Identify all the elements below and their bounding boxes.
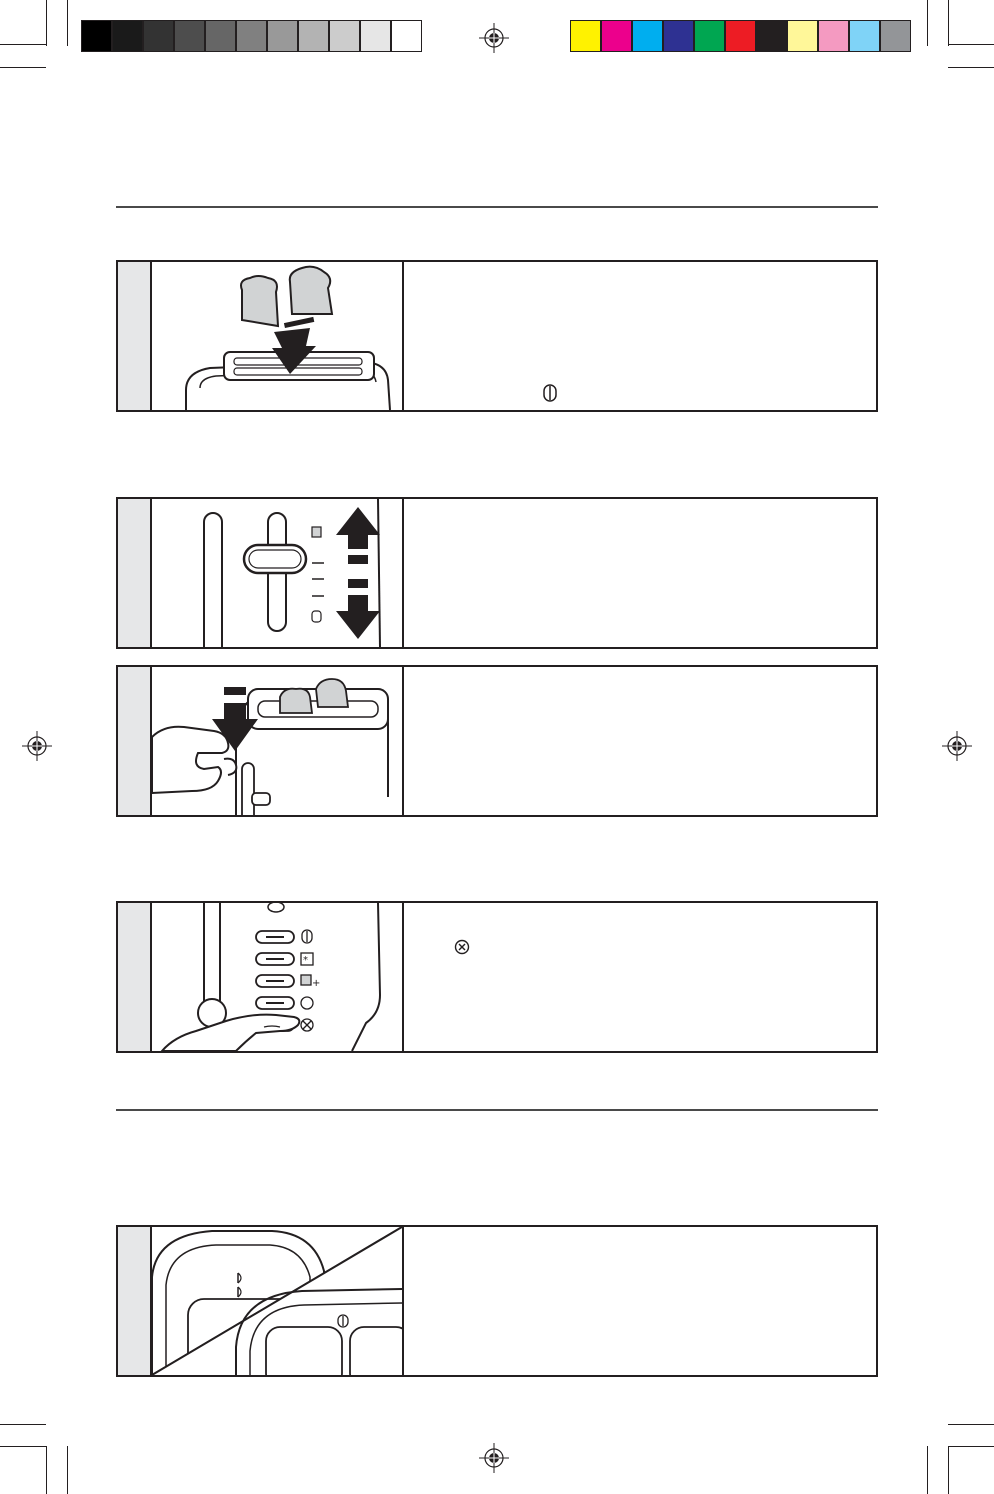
crop-mark (0, 44, 46, 45)
step-tab (118, 667, 152, 815)
color-swatch (632, 20, 663, 52)
section-divider (116, 206, 878, 208)
registration-mark-icon (22, 731, 52, 761)
color-swatch (236, 20, 267, 52)
color-swatch (174, 20, 205, 52)
bread-insert-illustration (152, 262, 404, 410)
color-swatch (694, 20, 725, 52)
color-swatch (880, 20, 911, 52)
color-swatch (663, 20, 694, 52)
registration-mark-icon (479, 23, 509, 53)
crop-mark (927, 1446, 928, 1494)
color-swatch (570, 20, 601, 52)
cancel-button-illustration (152, 903, 404, 1051)
color-swatch (267, 20, 298, 52)
color-swatch (298, 20, 329, 52)
crop-mark (948, 1446, 949, 1494)
browning-lever-illustration (152, 499, 404, 647)
crop-mark (0, 67, 46, 68)
step-tab (118, 262, 152, 410)
step-box-2 (116, 497, 878, 649)
crop-mark (948, 1446, 994, 1447)
crop-mark (948, 1424, 994, 1425)
step-tab (118, 1227, 152, 1375)
svg-text:+: + (312, 978, 321, 989)
color-swatch (725, 20, 756, 52)
color-swatch (329, 20, 360, 52)
color-swatch (849, 20, 880, 52)
section-divider (116, 1109, 878, 1111)
registration-mark-icon (942, 731, 972, 761)
step-tab (118, 903, 152, 1051)
color-swatch (818, 20, 849, 52)
color-swatch (143, 20, 174, 52)
cancel-icon (454, 939, 470, 955)
color-swatch (112, 20, 143, 52)
crop-mark (948, 44, 994, 45)
registration-mark-icon (479, 1443, 509, 1473)
crop-mark (948, 67, 994, 68)
color-swatch (205, 20, 236, 52)
color-swatch (601, 20, 632, 52)
crop-mark (948, 0, 949, 46)
crop-mark (0, 1424, 46, 1425)
svg-text:*: * (303, 955, 308, 966)
crop-mark (0, 1446, 46, 1447)
crop-mark (46, 1446, 47, 1494)
step-box-1 (116, 260, 878, 412)
step-box-3 (116, 665, 878, 817)
color-swatch (360, 20, 391, 52)
slot-marking-illustration (152, 1227, 404, 1375)
color-swatch (391, 20, 422, 52)
step-tab (118, 499, 152, 647)
bagel-icon (542, 384, 558, 402)
crop-mark (67, 1446, 68, 1494)
step-box-5 (116, 1225, 878, 1377)
color-swatch (787, 20, 818, 52)
color-swatch (81, 20, 112, 52)
crop-mark (67, 0, 68, 46)
crop-mark (927, 0, 928, 46)
step-box-4 (116, 901, 878, 1053)
color-swatch (756, 20, 787, 52)
press-lever-illustration (152, 667, 404, 815)
crop-mark (46, 0, 47, 46)
